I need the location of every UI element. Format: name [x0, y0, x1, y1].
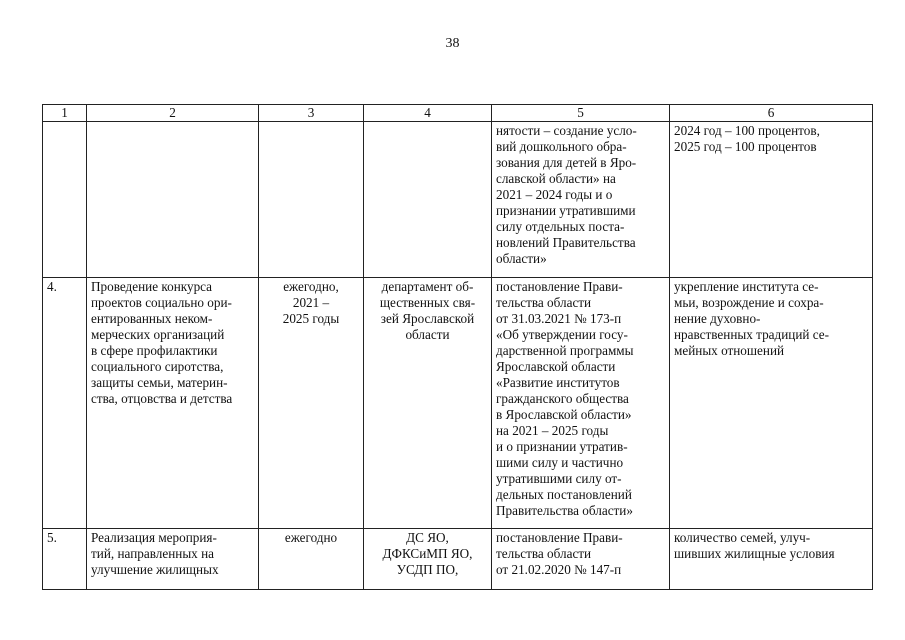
row-number-cell: [43, 529, 87, 590]
cell-text-line: Реализация мероприя-: [91, 530, 217, 545]
cell-text-line: мерческих организаций: [91, 327, 225, 342]
row-number-cell: [43, 278, 87, 529]
term-cell: [259, 122, 364, 278]
cell-text-line: социального сиротства,: [91, 359, 224, 374]
cell-text-line: тельства области: [496, 546, 592, 561]
cell-text-line: департамент об-: [381, 279, 474, 294]
table-row: [43, 278, 873, 529]
header-col-2: 2: [87, 105, 259, 122]
cell-text-line: и о признании утратив-: [496, 439, 628, 454]
cell-text-line: утратившими силу от-: [496, 471, 622, 486]
cell-text-line: дарственной программы: [496, 343, 634, 358]
cell-text-line: зей Ярославской: [380, 311, 475, 326]
cell-text-line: 2021 –: [292, 295, 330, 310]
cell-text-line: вий дошкольного обра-: [496, 139, 627, 154]
executor-cell: [364, 122, 492, 278]
cell-text-line: ежегодно: [284, 530, 338, 545]
cell-text-line: на 2021 – 2025 годы: [496, 423, 609, 438]
executor-cell: [364, 529, 492, 590]
executor-cell: [364, 278, 492, 529]
term-cell: [259, 529, 364, 590]
cell-text-line: ства, отцовства и детства: [91, 391, 233, 406]
cell-text-line: силу отдельных поста-: [496, 219, 625, 234]
header-col-6: 6: [670, 105, 873, 122]
event-cell: [87, 278, 259, 529]
cell-text-line: от 21.02.2020 № 147-п: [496, 562, 622, 577]
cell-text-line: тельства области: [496, 295, 592, 310]
cell-text-line: защиты семьи, материн-: [91, 375, 228, 390]
cell-text-line: в сфере профилактики: [91, 343, 218, 358]
cell-text-line: постановление Прави-: [496, 279, 623, 294]
cell-text-line: области»: [496, 251, 547, 266]
cell-text-line: щественных свя-: [379, 295, 476, 310]
cell-text-line: области: [405, 327, 450, 342]
event-cell: [87, 122, 259, 278]
cell-text-line: новлений Правительства: [496, 235, 636, 250]
cell-text-line: нравственных традиций се-: [674, 327, 830, 342]
cell-text-line: «Развитие институтов: [496, 375, 620, 390]
cell-text-line: зования для детей в Яро-: [496, 155, 637, 170]
cell-text-line: дельных постановлений: [496, 487, 632, 502]
result-cell: [670, 278, 873, 529]
cell-text-line: мьи, возрождение и сохра-: [674, 295, 824, 310]
result-cell: [670, 122, 873, 278]
cell-text-line: укрепление института се-: [674, 279, 819, 294]
header-col-1: 1: [43, 105, 87, 122]
cell-text-line: признании утратившими: [496, 203, 636, 218]
cell-text-line: улучшение жилищных: [91, 562, 219, 577]
term-cell: [259, 278, 364, 529]
cell-text-line: гражданского общества: [496, 391, 629, 406]
cell-text-line: 2025 годы: [282, 311, 340, 326]
header-col-4: 4: [364, 105, 492, 122]
header-col-3: 3: [259, 105, 364, 122]
row-number-cell: [43, 122, 87, 278]
cell-text-line: нение духовно-: [674, 311, 761, 326]
basis-cell: [492, 529, 670, 590]
basis-cell: [492, 278, 670, 529]
cell-text-line: славской области» на: [496, 171, 616, 186]
cell-text-line: проектов социально ори-: [91, 295, 232, 310]
table-row: [43, 529, 873, 590]
cell-text-line: «Об утверждении госу-: [496, 327, 628, 342]
cell-text-line: Правительства области»: [496, 503, 633, 518]
result-cell: [670, 529, 873, 590]
cell-text-line: Ярославской области: [496, 359, 616, 374]
cell-text-line: 2024 год – 100 процентов,: [674, 123, 820, 138]
page-number: 38: [445, 36, 460, 51]
cell-text-line: мейных отношений: [674, 343, 785, 358]
cell-text-line: тий, направленных на: [91, 546, 214, 561]
cell-text-line: 4.: [47, 279, 57, 294]
basis-cell: [492, 122, 670, 278]
cell-text-line: 2025 год – 100 процентов: [674, 139, 817, 154]
cell-text-line: постановление Прави-: [496, 530, 623, 545]
cell-text-line: 2021 – 2024 годы и о: [496, 187, 613, 202]
table-row: [43, 122, 873, 278]
plan-table: [42, 104, 873, 590]
cell-text-line: нятости – создание усло-: [496, 123, 637, 138]
header-row: [43, 105, 873, 122]
cell-text-line: шими силу и частично: [496, 455, 624, 470]
cell-text-line: УСДП ПО,: [396, 562, 459, 577]
cell-text-line: ДФКСиМП ЯО,: [382, 546, 473, 561]
cell-text-line: 5.: [47, 530, 57, 545]
cell-text-line: Проведение конкурса: [91, 279, 213, 294]
cell-text-line: ентированных неком-: [91, 311, 213, 326]
cell-text-line: шивших жилищные условия: [674, 546, 835, 561]
cell-text-line: количество семей, улуч-: [674, 530, 811, 545]
cell-text-line: ДС ЯО,: [406, 530, 449, 545]
event-cell: [87, 529, 259, 590]
cell-text-line: ежегодно,: [283, 279, 339, 294]
cell-text-line: в Ярославской области»: [496, 407, 632, 422]
header-col-5: 5: [492, 105, 670, 122]
cell-text-line: от 31.03.2021 № 173-п: [496, 311, 622, 326]
